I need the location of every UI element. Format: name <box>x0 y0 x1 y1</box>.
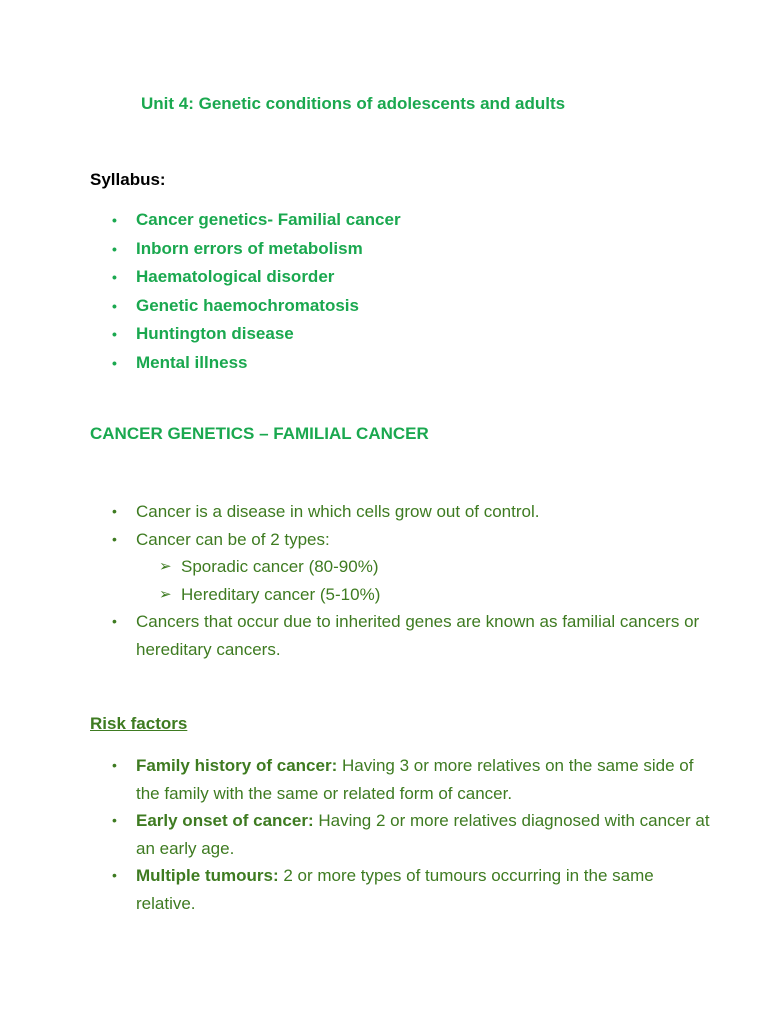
syllabus-item-text: Inborn errors of metabolism <box>136 238 363 258</box>
cancer-types-list <box>136 553 712 608</box>
risk-factor-text: Having 2 or more relatives diagnosed with cancer at an early age. <box>136 811 710 858</box>
syllabus-item-text: Huntington disease <box>136 324 294 344</box>
syllabus-item-text: Cancer genetics- Familial cancer <box>136 210 401 229</box>
arrow-bullet-icon: ➢ <box>159 558 172 575</box>
list-item <box>112 608 712 663</box>
syllabus-heading: Syllabus: <box>90 170 166 189</box>
bullet-icon: • <box>112 269 117 286</box>
unit-title: Unit 4: Genetic conditions of adolescents and adults <box>141 94 566 113</box>
point-text: Cancer can be of 2 types: <box>136 529 330 549</box>
syllabus-item <box>112 292 401 321</box>
bullet-icon: • <box>112 297 117 314</box>
risk-factor-item <box>112 862 712 917</box>
risk-factor-text: Having 3 or more relatives on the same side of the family with the same or related form of cancer. <box>136 756 694 803</box>
syllabus-item <box>112 235 401 264</box>
risk-factor-item <box>112 807 712 862</box>
list-item <box>112 498 712 526</box>
bullet-icon: • <box>112 530 117 547</box>
syllabus-item <box>112 349 401 378</box>
sub-list-item <box>136 581 712 609</box>
sub-list-item <box>136 553 712 581</box>
cancer-points-list <box>112 498 712 663</box>
risk-factor-label: Family history of cancer: <box>136 756 338 775</box>
risk-factor-text: 2 or more types of tumours occurring in the same relative. <box>136 866 654 913</box>
bullet-icon: • <box>112 326 117 343</box>
syllabus-item-text: Haematological disorder <box>136 267 335 287</box>
syllabus-item-text: Genetic haemochromatosis <box>136 295 359 315</box>
bullet-icon: • <box>112 212 117 228</box>
arrow-bullet-icon: ➢ <box>159 585 172 603</box>
syllabus-list <box>112 206 401 378</box>
bullet-icon: • <box>112 354 117 371</box>
point-text: Cancers that occur due to inherited genes are known as familial cancers or hereditary cancers. <box>136 612 700 659</box>
bullet-icon: • <box>112 867 117 883</box>
bullet-icon: • <box>112 757 117 773</box>
bullet-icon: • <box>112 503 117 519</box>
risk-factors-heading: Risk factors <box>90 714 188 733</box>
syllabus-item <box>112 206 401 235</box>
point-text: Cancer is a disease in which cells grow out of control. <box>136 502 540 521</box>
bullet-icon: • <box>112 240 117 257</box>
syllabus-item <box>112 320 401 349</box>
list-item <box>112 526 712 609</box>
sub-point-text: Hereditary cancer (5-10%) <box>181 584 381 604</box>
bullet-icon: • <box>112 613 117 629</box>
sub-point-text: Sporadic cancer (80-90%) <box>181 557 379 576</box>
syllabus-item <box>112 263 401 292</box>
risk-factor-label: Multiple tumours: <box>136 866 279 885</box>
section-heading: CANCER GENETICS – FAMILIAL CANCER <box>90 424 429 443</box>
risk-factors-list <box>112 752 712 917</box>
bullet-icon: • <box>112 812 117 828</box>
risk-factor-label: Early onset of cancer: <box>136 811 314 830</box>
risk-factor-item <box>112 752 712 807</box>
syllabus-item-text: Mental illness <box>136 352 248 372</box>
